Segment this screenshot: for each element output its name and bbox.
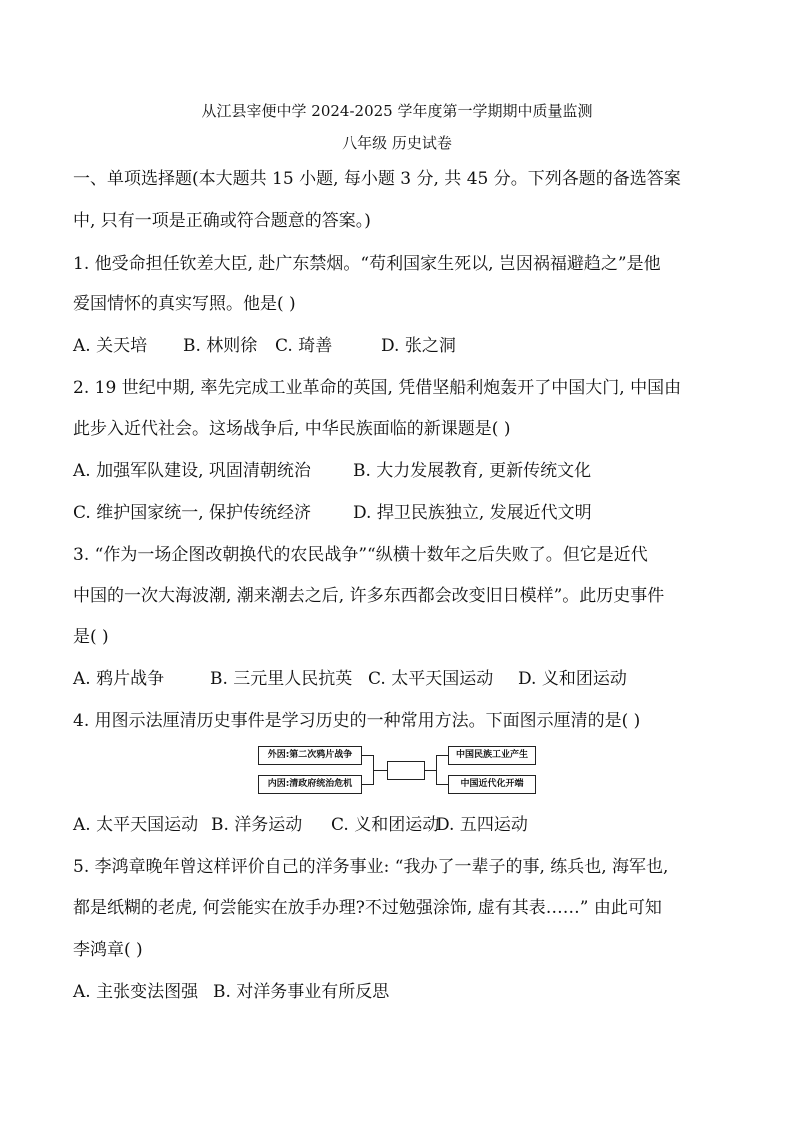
diagram-connector [424,770,436,771]
diagram-connector [373,770,387,771]
question-4-option-b: B. 洋务运动 [211,815,303,835]
question-5-options [73,981,389,1003]
diagram-connector [436,784,448,785]
question-3-options [73,668,627,690]
diagram-external-cause-box: 外因:第二次鸦片战争 [258,746,362,765]
diagram-internal-cause-box: 内因:清政府统治危机 [258,775,362,794]
question-1-stem-line-2: 爱国情怀的真实写照。他是( ) [73,294,296,314]
question-4-diagram [258,746,538,796]
question-3-option-c: C. 太平天国运动 [368,669,494,689]
question-2-stem-line-1: 2. 19 世纪中期, 率先完成工业革命的英国, 凭借坚船利炮轰开了中国大门, 中国由 [73,378,682,398]
question-5-option-b: B. 对洋务事业有所反思 [213,982,390,1002]
diagram-blank-center-box [387,761,425,780]
question-5-stem-line-2: 都是纸糊的老虎, 何尝能实在放手办理?不过勉强涂饰, 虚有其表……” 由此可知 [73,898,662,918]
question-5-stem-line-3: 李鸿章( ) [73,940,143,960]
question-1-option-d: D. 张之洞 [381,336,456,356]
question-3-option-d: D. 义和团运动 [518,669,627,689]
question-2-options-row-1 [73,460,591,482]
section-heading-line-1: 一、单项选择题(本大题共 15 小题, 每小题 3 分, 共 45 分。下列各题的备选答案 [73,169,681,189]
question-3-option-a: A. 鸦片战争 [73,669,165,689]
question-2-option-b: B. 大力发展教育, 更新传统文化 [353,461,592,481]
exam-subtitle: 八年级 历史试卷 [342,134,452,152]
diagram-connector [361,755,373,756]
section-heading-line-2: 中, 只有一项是正确或符合题意的答案。) [73,211,371,231]
question-2-options-row-2 [73,502,592,524]
diagram-connector [361,784,373,785]
question-5-stem-line-1: 5. 李鸿章晚年曾这样评价自己的洋务事业: “我办了一辈子的事, 练兵也, 海军也, [73,857,669,877]
question-4-option-a: A. 太平天国运动 [73,815,199,835]
diagram-connector [436,755,448,756]
question-3-option-b: B. 三元里人民抗英 [210,669,353,689]
question-1-options [73,335,456,357]
diagram-result-top-box: 中国民族工业产生 [448,746,536,765]
question-1-option-c: C. 琦善 [275,336,333,356]
exam-title: 从江县宰便中学 2024-2025 学年度第一学期期中质量监测 [201,102,593,120]
question-4-option-d: D. 五四运动 [436,815,528,835]
question-1-option-b: B. 林则徐 [183,336,258,356]
question-1-option-a: A. 关天培 [73,336,148,356]
question-3-stem-line-1: 3. “作为一场企图改朝换代的农民战争”“纵横十数年之后失败了。但它是近代 [73,545,648,565]
question-2-option-d: D. 捍卫民族独立, 发展近代文明 [353,503,592,523]
question-3-stem-line-2: 中国的一次大海波潮, 潮来潮去之后, 许多东西都会改变旧日模样”。此历史事件 [73,586,665,606]
question-4-option-c: C. 义和团运动 [331,815,440,835]
question-2-option-a: A. 加强军队建设, 巩固清朝统治 [73,461,311,481]
question-4-options [73,814,528,836]
question-3-stem-line-3: 是( ) [73,627,109,647]
question-2-stem-line-2: 此步入近代社会。这场战争后, 中华民族面临的新课题是( ) [73,419,511,439]
diagram-result-bottom-box: 中国近代化开端 [448,775,536,794]
diagram-connector [436,755,437,785]
question-5-option-a: A. 主张变法图强 [73,982,199,1002]
question-4-stem-line-1: 4. 用图示法厘清历史事件是学习历史的一种常用方法。下面图示厘清的是( ) [73,711,641,731]
question-2-option-c: C. 维护国家统一, 保护传统经济 [73,503,312,523]
question-1-stem-line-1: 1. 他受命担任钦差大臣, 赴广东禁烟。“苟利国家生死以, 岂因祸福避趋之”是他 [73,254,661,274]
